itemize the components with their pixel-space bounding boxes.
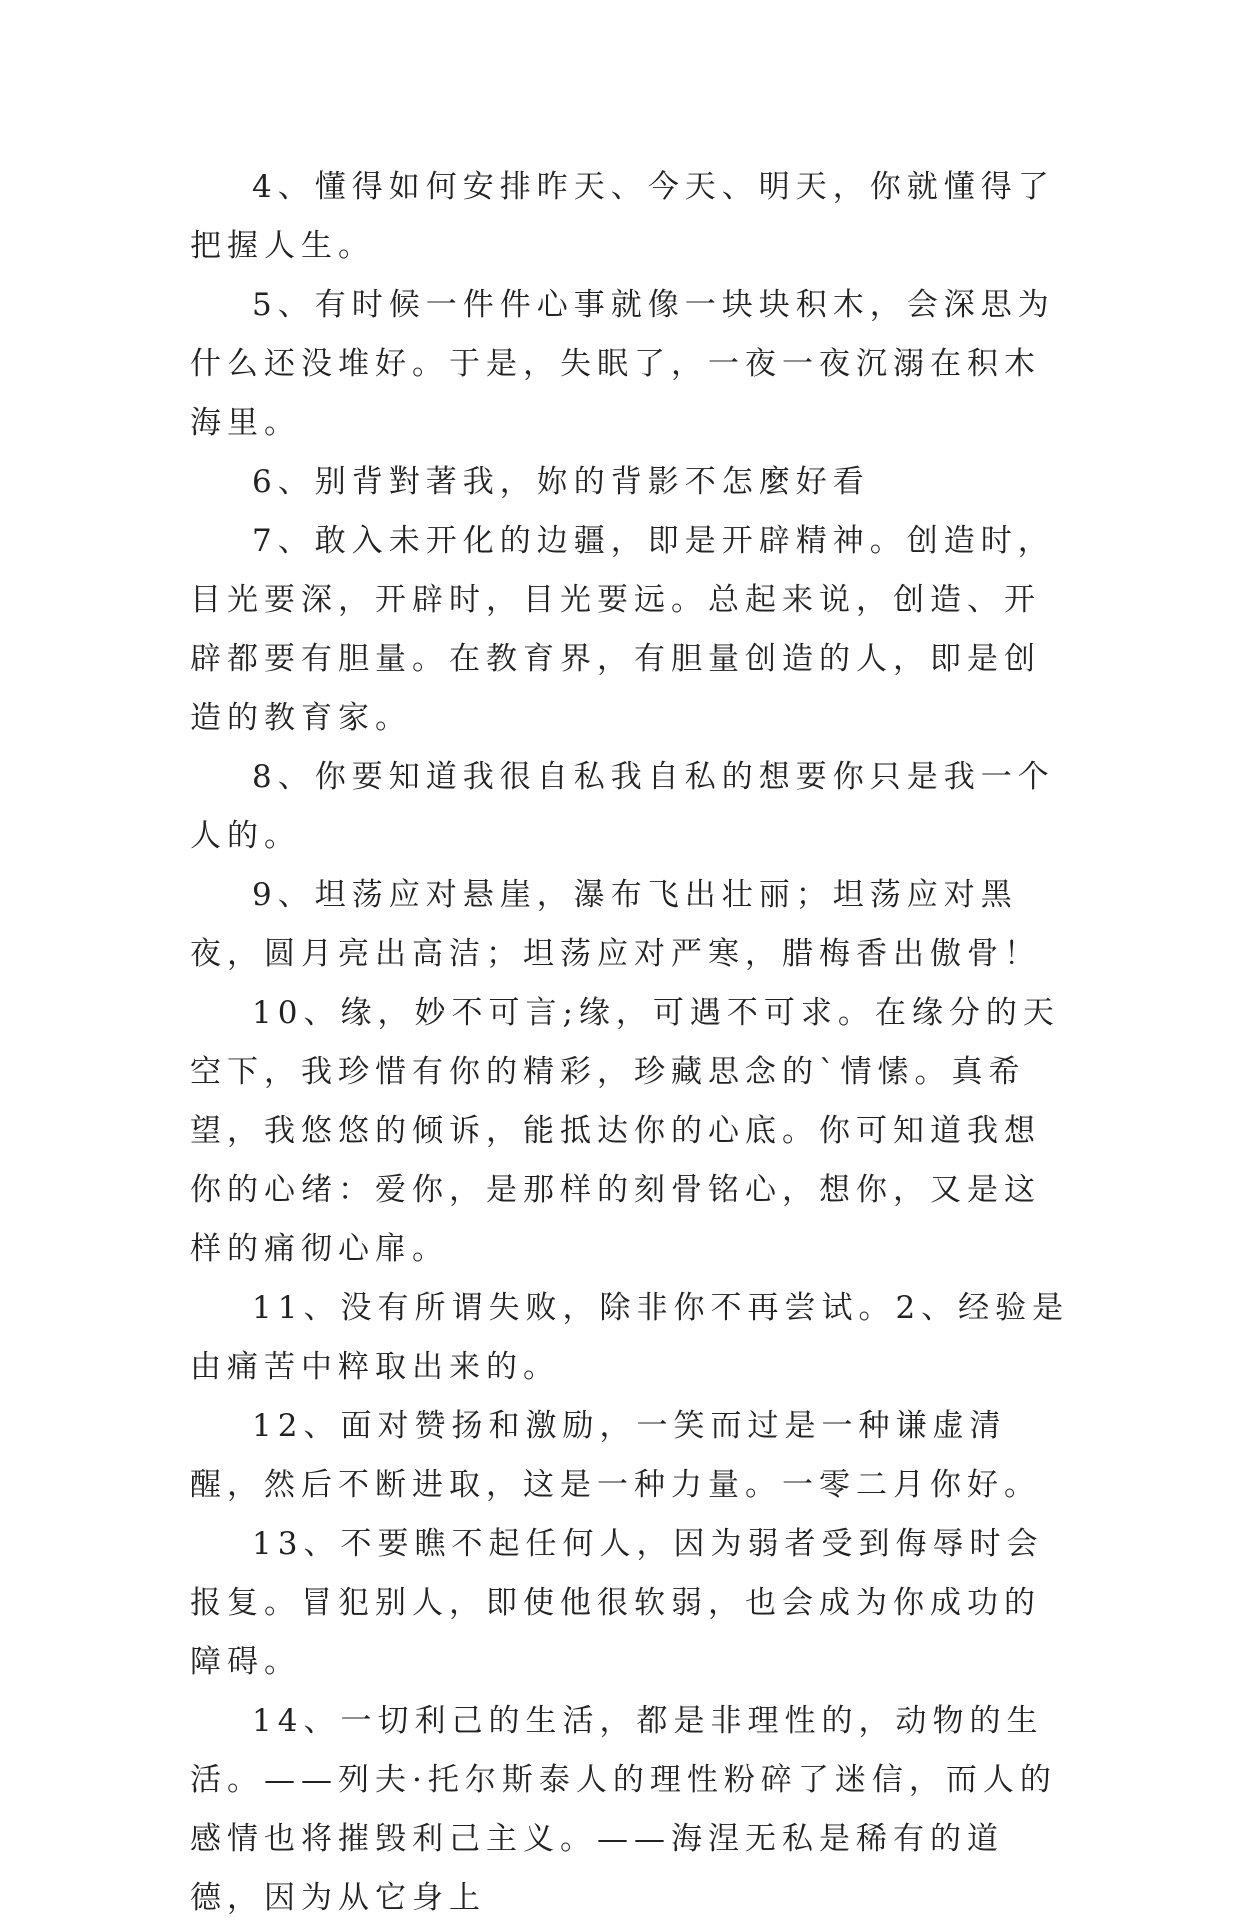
paragraph-12: 12、面对赞扬和激励，一笑而过是一种谦虚清醒，然后不断进取，这是一种力量。一零二月你好。	[190, 1408, 1041, 1503]
paragraph-4: 4、懂得如何安排昨天、今天、明天，你就懂得了把握人生。	[190, 169, 1055, 264]
paragraph-13: 13、不要瞧不起任何人，因为弱者受到侮辱时会报复。冒犯别人，即使他很软弱，也会成为你成功的障碍。	[190, 1526, 1044, 1680]
paragraph-10: 10、缘，妙不可言;缘，可遇不可求。在缘分的天空下，我珍惜有你的精彩，珍藏思念的`情愫。真希望，我悠悠的倾诉，能抵达你的心底。你可知道我想你的心绪：爱你，是那样的刻骨铭心，想你，又是这样的痛彻心扉。	[190, 995, 1060, 1267]
paragraph-14: 14、一切利己的生活，都是非理性的，动物的生活。——列夫·托尔斯泰人的理性粉碎了迷信，而人的感情也将摧毁利己主义。——海涅无私是稀有的道德，因为从它身上	[190, 1703, 1057, 1916]
paragraph-11: 11、没有所谓失败，除非你不再尝试。2、经验是由痛苦中粹取出来的。	[190, 1290, 1070, 1385]
paragraph-5: 5、有时候一件件心事就像一块块积木，会深思为什么还没堆好。于是，失眠了，一夜一夜沉溺在积木海里。	[190, 287, 1055, 441]
document-body	[190, 158, 1070, 1928]
paragraph-7: 7、敢入未开化的边疆，即是开辟精神。创造时，目光要深，开辟时，目光要远。总起来说，创造、开辟都要有胆量。在教育界，有胆量创造的人，即是创造的教育家。	[190, 523, 1055, 736]
paragraph-8: 8、你要知道我很自私我自私的想要你只是我一个人的。	[190, 759, 1055, 854]
paragraph-6: 6、别背對著我，妳的背影不怎麼好看	[252, 464, 870, 500]
paragraph-9: 9、坦荡应对悬崖，瀑布飞出壮丽；坦荡应对黑夜，圆月亮出高洁；坦荡应对严寒，腊梅香出傲骨！	[190, 877, 1041, 972]
